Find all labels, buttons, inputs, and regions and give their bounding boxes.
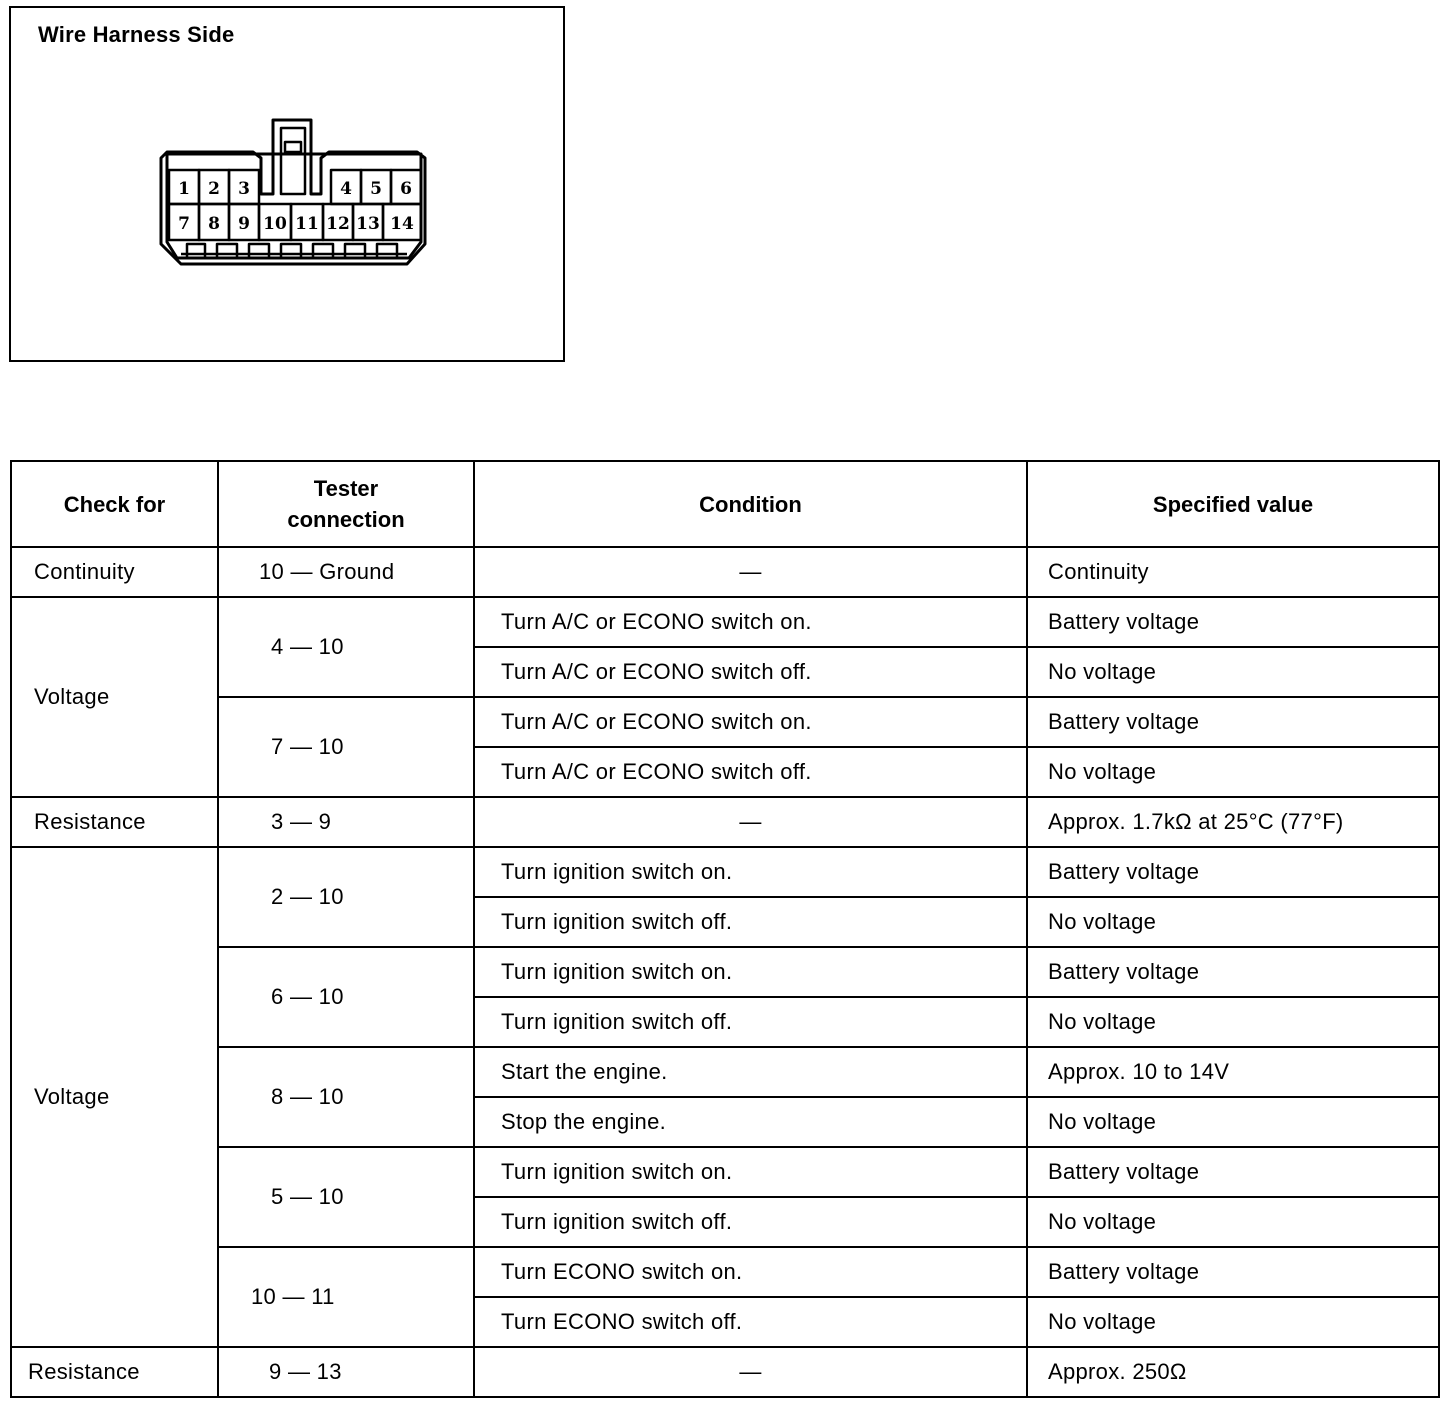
table-row [11, 1147, 1439, 1197]
specified-value-cell: Battery voltage [1027, 947, 1439, 997]
table-row [11, 797, 1439, 847]
pin-label: 2 [208, 179, 220, 199]
condition-cell: Stop the engine. [474, 1097, 1027, 1147]
tester-connection-cell: 10 — Ground [218, 547, 474, 597]
condition-cell: — [474, 1347, 1027, 1397]
specified-value-cell: Continuity [1027, 547, 1439, 597]
table-row [11, 1247, 1439, 1297]
condition-cell: Turn ECONO switch on. [474, 1247, 1027, 1297]
pin-label: 13 [356, 214, 380, 234]
tester-connection-cell: 4 — 10 [218, 597, 474, 697]
pin-label: 4 [340, 179, 352, 199]
header-tester-connection [218, 461, 474, 547]
pin-label: 1 [178, 179, 190, 199]
check-for-cell: Resistance [11, 797, 218, 847]
specified-value-cell: No voltage [1027, 997, 1439, 1047]
pin-label: 12 [326, 214, 350, 234]
pin-label: 14 [390, 214, 414, 234]
wire-harness-diagram [9, 6, 565, 362]
condition-cell: Turn ignition switch on. [474, 847, 1027, 897]
specified-value-cell: Approx. 250Ω [1027, 1347, 1439, 1397]
condition-cell: Turn ignition switch on. [474, 1147, 1027, 1197]
specified-value-cell: No voltage [1027, 897, 1439, 947]
condition-cell: Start the engine. [474, 1047, 1027, 1097]
specified-value-cell: Battery voltage [1027, 1147, 1439, 1197]
spec-table [10, 460, 1440, 1398]
tester-connection-cell: 8 — 10 [218, 1047, 474, 1147]
condition-cell: Turn A/C or ECONO switch on. [474, 597, 1027, 647]
tester-connection-cell: 7 — 10 [218, 697, 474, 797]
pin-label: 8 [208, 214, 220, 234]
table-row [11, 947, 1439, 997]
condition-cell: Turn ignition switch off. [474, 997, 1027, 1047]
specified-value-cell: No voltage [1027, 747, 1439, 797]
pin-label: 9 [238, 214, 250, 234]
tester-connection-cell: 6 — 10 [218, 947, 474, 1047]
check-for-cell: Resistance [11, 1347, 218, 1397]
specified-value-cell: No voltage [1027, 647, 1439, 697]
condition-cell: Turn ignition switch off. [474, 897, 1027, 947]
specified-value-cell: No voltage [1027, 1197, 1439, 1247]
table-row [11, 697, 1439, 747]
connector-latch [281, 128, 305, 194]
condition-cell: Turn A/C or ECONO switch off. [474, 647, 1027, 697]
header-tester-line1: Tester [313, 476, 379, 501]
table-row [11, 547, 1439, 597]
pin-label: 5 [370, 179, 382, 199]
condition-cell: Turn A/C or ECONO switch on. [474, 697, 1027, 747]
check-for-cell: Voltage [11, 847, 218, 1347]
connector-drawing [11, 8, 567, 364]
specified-value-cell: Approx. 10 to 14V [1027, 1047, 1439, 1097]
tester-connection-cell: 5 — 10 [218, 1147, 474, 1247]
check-for-cell: Continuity [11, 547, 218, 597]
specified-value-cell: No voltage [1027, 1097, 1439, 1147]
check-for-cell: Voltage [11, 597, 218, 797]
header-specified-value: Specified value [1027, 461, 1439, 547]
condition-cell: — [474, 797, 1027, 847]
table-row [11, 1047, 1439, 1097]
header-check-for: Check for [11, 461, 218, 547]
tester-connection-cell: 3 — 9 [218, 797, 474, 847]
pin-label: 3 [238, 179, 250, 199]
tester-connection-cell: 2 — 10 [218, 847, 474, 947]
specified-value-cell: Battery voltage [1027, 1247, 1439, 1297]
pin-label: 10 [263, 214, 287, 234]
diagram-title: Wire Harness Side [38, 22, 235, 47]
condition-cell: Turn ignition switch on. [474, 947, 1027, 997]
connector-latch-tab [285, 142, 301, 152]
header-tester-line2: connection [287, 507, 405, 532]
condition-cell: — [474, 547, 1027, 597]
header-condition: Condition [474, 461, 1027, 547]
tester-connection-cell: 9 — 13 [218, 1347, 474, 1397]
specified-value-cell: No voltage [1027, 1297, 1439, 1347]
tester-connection-cell: 10 — 11 [218, 1247, 474, 1347]
table-header-row [11, 461, 1439, 547]
table-row [11, 847, 1439, 897]
table-row [11, 597, 1439, 647]
condition-cell: Turn ECONO switch off. [474, 1297, 1027, 1347]
specified-value-cell: Battery voltage [1027, 697, 1439, 747]
pin-label: 6 [400, 179, 412, 199]
specified-value-cell: Battery voltage [1027, 597, 1439, 647]
pin-label: 11 [295, 214, 319, 234]
table-row [11, 1347, 1439, 1397]
specified-value-cell: Battery voltage [1027, 847, 1439, 897]
pin-label: 7 [178, 214, 190, 234]
specified-value-cell: Approx. 1.7kΩ at 25°C (77°F) [1027, 797, 1439, 847]
condition-cell: Turn A/C or ECONO switch off. [474, 747, 1027, 797]
condition-cell: Turn ignition switch off. [474, 1197, 1027, 1247]
